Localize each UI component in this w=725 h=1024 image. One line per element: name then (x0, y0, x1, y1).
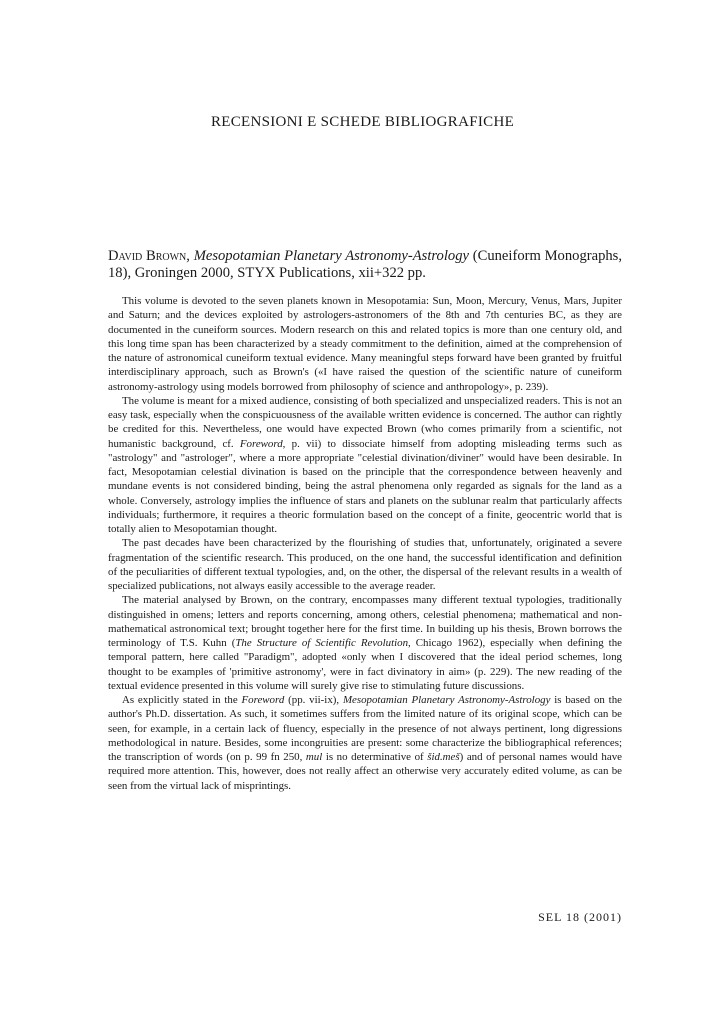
paragraph-5 (108, 693, 622, 793)
review-body (108, 294, 622, 793)
paragraph-5-text-e: ) and of personal names would have required more attention. This, however, does not really affect an otherwise very accurately edited volume, as can be seen from the virtual lack of misprintings. (108, 751, 622, 792)
paragraph-5-text-b: (pp. vii-ix), (284, 694, 343, 706)
book-citation (108, 248, 622, 282)
paragraph-5-text-d: is no determinative of (322, 751, 428, 763)
page-title: RECENSIONI E SCHEDE BIBLIOGRAFICHE (210, 114, 515, 130)
paragraph-2-text-cont: , p. vii) to dissociate himself from adopting misleading terms such as "astrology" and "astrologer", where a more appropriate "celestial divination/diviner" would have been desirable. In fact, Mesopotamian celestial divination is based on the principle that the correspondence between heavenly and mundane events is not considered binding, being the astral phenomena only regarded as signals for the land as a whole. Conversely, astrology implies the influence of stars and planets on the sublunar realm that particularly affects individuals; furthermore, it requires a theoric formulation based on the concept of a finite, geocentric world that is totally alien to Mesopotamian thought. (108, 437, 622, 535)
paragraph-5-text-c: is based on the author's Ph.D. dissertation. As such, it sometimes suffers from the limited nature of its original scope, which can be seen, for example, in a certain lack of fluency, especially in the presence of not always pertinent, long digressions methodological in nature. Besides, some incongruities are present: some characterize the bibliographical references; the transcription of words (on p. 99 fn 250, (108, 694, 622, 763)
author-name: David Brown (108, 248, 187, 264)
publication-details: (Cuneiform Monographs, 18), Groningen 2000, STYX Publications, xii+322 pp. (108, 248, 622, 281)
book-title-ref: Mesopotamian Planetary Astronomy-Astrology (342, 694, 551, 706)
paragraph-4-text: The material analysed by Brown, on the contrary, encompasses many different textual typologies, traditionally distinguished in omens; letters and reports concerning, among others, celestial phenomena; mathematical and non-mathematical astronomical text; brought together here for the first time. In building up his thesis, Brown borrows the terminology of T.S. Kuhn ( (108, 594, 622, 649)
term-mul: mul (305, 751, 323, 763)
term-sidmes: šid.meš (427, 751, 460, 763)
book-title: Mesopotamian Planetary Astronomy-Astrology (193, 248, 469, 264)
paragraph-4 (108, 593, 622, 693)
paragraph-4-text-cont: , Chicago 1962), especially when defining the temporal pattern, here called "Paradigm", adopted «only when I discovered that the ideal period schemes, long thought to be examples of 'primitive astronomy', were in fact divinatory in aim» (p. 229). The new reading of the textual evidence presented in this volume will surely give rise to stimulating future discussions. (108, 637, 622, 692)
citation-separator: , (186, 248, 194, 264)
paragraph-1: This volume is devoted to the seven planets known in Mesopotamia: Sun, Moon, Mercury, Venus, Mars, Jupiter and Saturn; and the devices exploited by astrologers-astronomers of the 8th and 7th centuries BC, as they are documented in the cuneiform sources. Modern research on this and related topics is more than one century old, and this long time span has been characterized by a steady commitment to the definition, aimed at the comprehension of the nature of astronomical cuneiform textual evidence. Many meaningful steps forward have been granted by fruitful interdisciplinary approach, such as Brown's («I have raised the question of the scientific nature of cuneiform astronomy-astrology using models borrowed from philosophy of science and anthropology», p. 239). (108, 295, 622, 393)
foreword-ref-2: Foreword (241, 694, 285, 706)
kuhn-title: The Structure of Scientific Revolution (235, 637, 409, 649)
paragraph-2 (108, 394, 622, 537)
paragraph-5-text: As explicitly stated in the (122, 694, 242, 706)
paragraph-2-text: The volume is meant for a mixed audience, consisting of both specialized and unspecialized readers. This is not an easy task, especially when the conspicuousness of the available written evidence is concerned. The author can rightly be credited for this. Nevertheless, one would have expected Brown (who comes primarily from a scientific, not humanistic background, cf. (108, 394, 622, 450)
journal-footer: SEL 18 (2001) (538, 910, 622, 924)
foreword-ref: Foreword (239, 437, 283, 450)
paragraph-3: The past decades have been characterized by the flourishing of studies that, unfortunately, originated a severe fragmentation of the scientific research. This produced, on the one hand, the successful identification and definition of the peculiarities of different textual typologies, and, on the other, the dispersal of the relevant results in a wealth of specialized publications, not always easily accessible to the average reader. (108, 537, 622, 592)
